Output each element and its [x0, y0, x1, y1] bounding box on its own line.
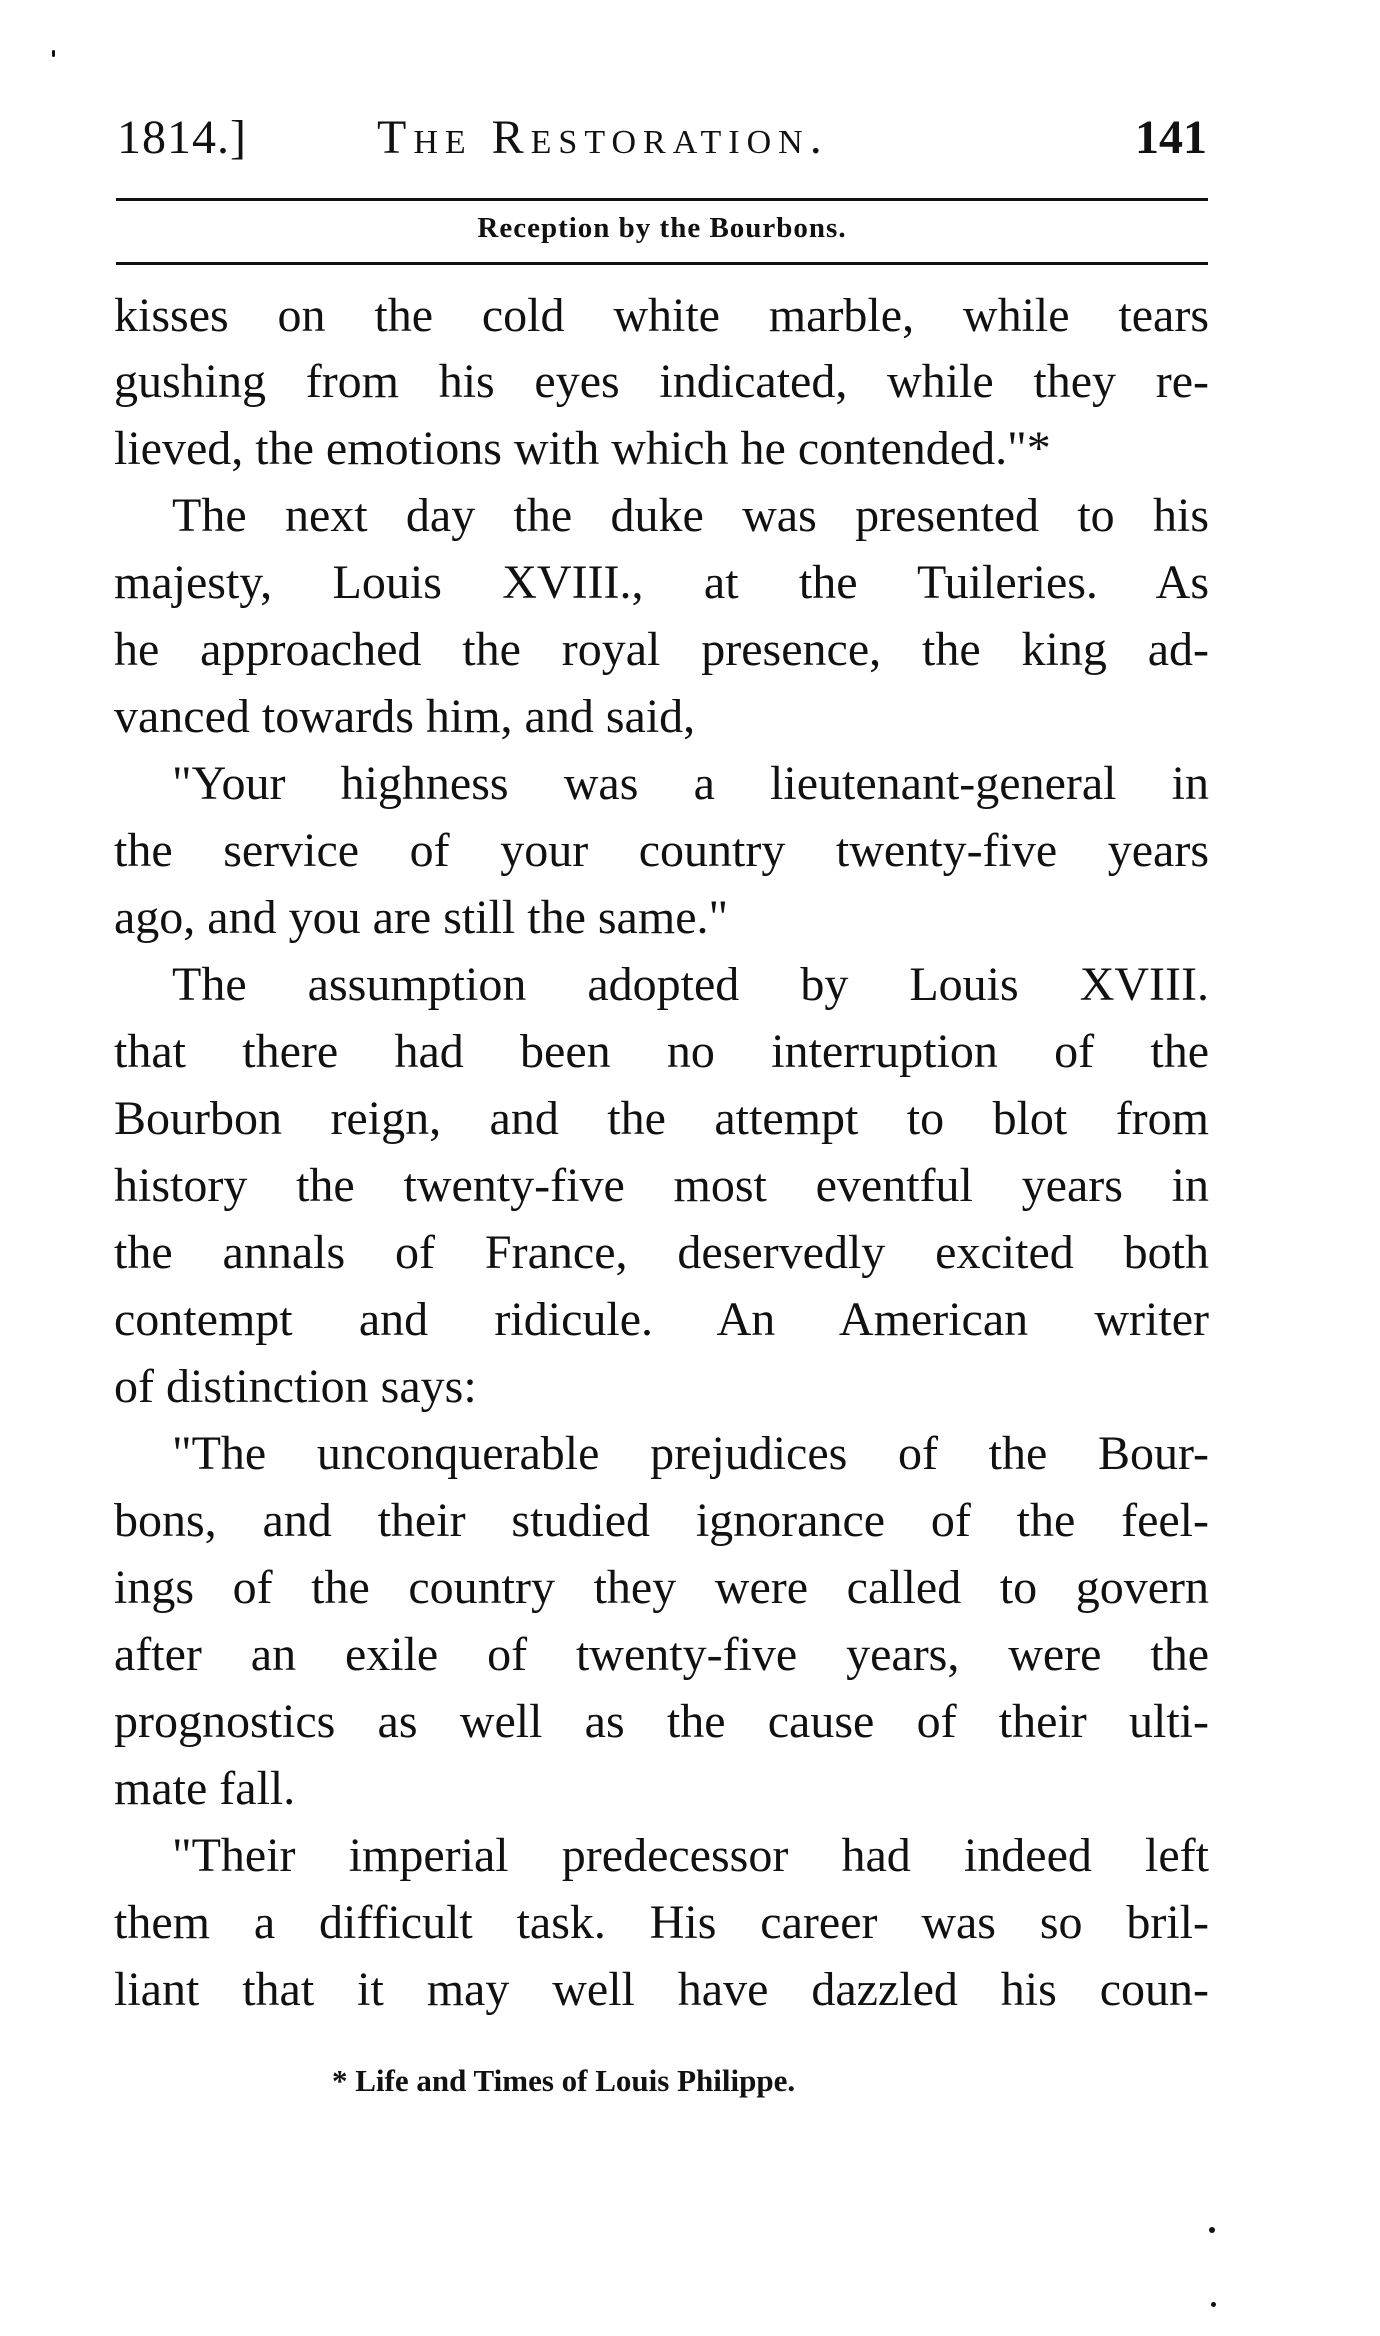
text-line: ago, and you are still the same."	[114, 891, 729, 944]
text-line: mate fall.	[114, 1762, 296, 1815]
print-speck	[1211, 2302, 1216, 2307]
text-line: history the twenty-five most eventful years in	[114, 1159, 1209, 1212]
running-head-year: 1814.]	[117, 111, 247, 164]
text-line: vanced towards him, and said,	[114, 690, 696, 743]
text-line: he approached the royal presence, the king ad-	[114, 623, 1209, 676]
text-line: lieved, the emotions with which he contended."*	[114, 422, 1051, 475]
heading-rule	[116, 262, 1208, 265]
text-line: ings of the country they were called to govern	[114, 1561, 1209, 1614]
text-line: prognostics as well as the cause of their ulti-	[114, 1695, 1209, 1748]
text-line: bons, and their studied ignorance of the feel-	[114, 1494, 1209, 1547]
text-line: majesty, Louis XVIII., at the Tuileries. As	[114, 556, 1209, 609]
text-line: liant that it may well have dazzled his coun-	[114, 1963, 1209, 2016]
text-line: "The unconquerable prejudices of the Bour-	[172, 1427, 1209, 1480]
text-line: contempt and ridicule. An American writer	[114, 1293, 1209, 1346]
footnote: * Life and Times of Louis Philippe.	[332, 2063, 796, 2098]
text-line: The next day the duke was presented to his	[172, 489, 1209, 542]
text-line: gushing from his eyes indicated, while they re-	[114, 355, 1209, 408]
text-line: them a difficult task. His career was so bril-	[114, 1896, 1209, 1949]
text-line: the annals of France, deservedly excited both	[114, 1226, 1209, 1279]
text-line: of distinction says:	[114, 1360, 477, 1413]
section-heading: Reception by the Bourbons.	[477, 212, 847, 244]
page-number: 141	[1135, 111, 1207, 164]
print-speck	[1209, 2227, 1215, 2233]
running-head	[117, 110, 1207, 180]
text-line: Bourbon reign, and the attempt to blot from	[114, 1092, 1209, 1145]
text-line: that there had been no interruption of the	[114, 1025, 1209, 1078]
text-line: after an exile of twenty-five years, were the	[114, 1628, 1209, 1681]
text-line: "Your highness was a lieutenant-general in	[172, 757, 1209, 810]
text-line: kisses on the cold white marble, while tears	[114, 289, 1209, 342]
text-line: The assumption adopted by Louis XVIII.	[172, 958, 1209, 1011]
running-head-title: The Restoration.	[377, 111, 829, 164]
print-speck	[52, 50, 55, 57]
text-line: the service of your country twenty-five years	[114, 824, 1209, 877]
text-line: "Their imperial predecessor had indeed left	[172, 1829, 1209, 1882]
top-rule	[116, 198, 1208, 201]
